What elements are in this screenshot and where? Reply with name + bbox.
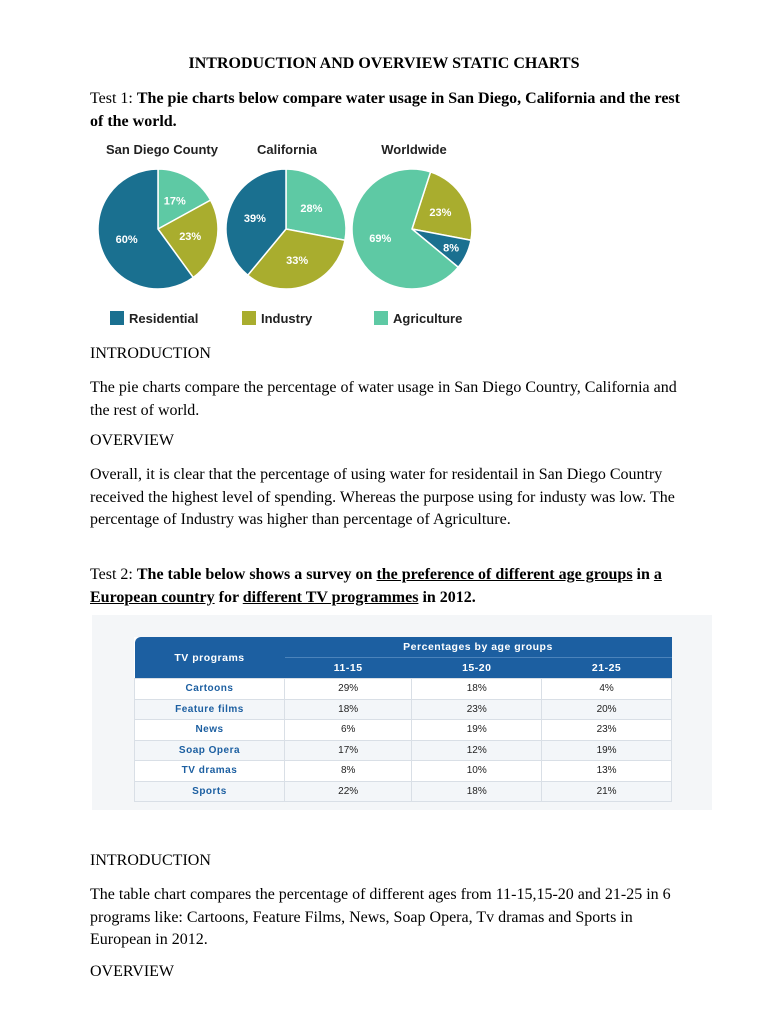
row-value: 17% xyxy=(285,740,412,761)
row-value: 21% xyxy=(542,781,672,802)
row-value: 22% xyxy=(285,781,412,802)
table-row xyxy=(135,761,672,782)
pie-title-california: California xyxy=(257,142,317,157)
row-value: 23% xyxy=(412,699,542,720)
row-value: 20% xyxy=(542,699,672,720)
pie-slice-label: 33% xyxy=(286,255,309,268)
table-row xyxy=(135,720,672,741)
row-value: 6% xyxy=(285,720,412,741)
row-value: 19% xyxy=(542,740,672,761)
test1-prefix: Test 1: xyxy=(90,90,137,107)
row-program: Feature films xyxy=(135,699,285,720)
row-value: 18% xyxy=(412,679,542,700)
overview-heading-2: OVERVIEW xyxy=(90,963,175,980)
pie-slice-label: 60% xyxy=(115,234,138,247)
row-program: Cartoons xyxy=(135,679,285,700)
table-col-11-15: 11-15 xyxy=(285,658,412,679)
row-value: 12% xyxy=(412,740,542,761)
pie-slice-label: 39% xyxy=(243,212,266,225)
test2-prefix: Test 2: xyxy=(90,566,137,583)
table-header-programs: TV programs xyxy=(135,637,285,679)
row-program: News xyxy=(135,720,285,741)
table-row xyxy=(135,679,672,700)
test2-part7: in 2012. xyxy=(418,588,476,606)
row-value: 4% xyxy=(542,679,672,700)
test2-part2: the preference of different age groups xyxy=(376,566,633,583)
test2-part6: different TV programmes xyxy=(242,588,419,606)
row-value: 29% xyxy=(285,679,412,700)
row-value: 10% xyxy=(412,761,542,782)
pie-title-san-diego: San Diego County xyxy=(106,142,218,157)
test2-part4: a European country xyxy=(90,566,662,606)
legend-swatch-agriculture xyxy=(374,311,388,325)
row-program: TV dramas xyxy=(135,761,285,782)
row-value: 8% xyxy=(285,761,412,782)
table-col-21-25: 21-25 xyxy=(542,658,672,679)
row-value: 18% xyxy=(412,781,542,802)
legend-label-industry: Industry xyxy=(261,310,313,326)
table-row xyxy=(135,699,672,720)
intro-heading-1: INTRODUCTION xyxy=(90,345,211,362)
row-value: 18% xyxy=(285,699,412,720)
intro-heading-2: INTRODUCTION xyxy=(90,852,211,869)
row-program: Soap Opera xyxy=(135,740,285,761)
tv-programs-table xyxy=(134,637,672,802)
row-program: Sports xyxy=(135,781,285,802)
overview-text-1: Overall, it is clear that the percentage of using water for residentail in San Diego Country received the highest level of spending. Whereas the purpose using for industy was low. The percentage of Industry was higher than percentage of Agriculture. xyxy=(90,466,675,528)
overview-heading-1: OVERVIEW xyxy=(90,432,175,449)
table-row xyxy=(135,740,672,761)
legend-swatch-residential xyxy=(110,311,124,325)
pie-charts xyxy=(90,138,490,338)
pie-svg xyxy=(90,160,490,320)
pie-title-worldwide: Worldwide xyxy=(381,142,447,157)
test2-part5: for xyxy=(214,588,243,606)
test2-part1: The table below shows a survey on xyxy=(136,566,377,583)
legend-swatch-industry xyxy=(242,311,256,325)
pie-slice-label: 28% xyxy=(300,202,323,215)
legend-label-residential: Residential xyxy=(129,310,199,326)
row-value: 19% xyxy=(412,720,542,741)
pie-slice-label: 69% xyxy=(369,233,392,246)
pie-slice-label: 23% xyxy=(429,207,452,220)
pie-slice-label: 17% xyxy=(163,195,186,208)
legend-industry xyxy=(242,309,312,327)
tv-table-image xyxy=(92,615,712,810)
table-col-15-20: 15-20 xyxy=(412,658,542,679)
row-value: 13% xyxy=(542,761,672,782)
test2-part3: in xyxy=(632,566,654,583)
test1-prompt xyxy=(90,88,680,133)
table-header-group: Percentages by age groups xyxy=(285,637,672,658)
row-value: 23% xyxy=(542,720,672,741)
legend-label-agriculture: Agriculture xyxy=(393,310,463,326)
legend-residential xyxy=(110,309,198,327)
test2-prompt xyxy=(90,564,680,609)
pie-slice-label: 23% xyxy=(179,231,202,244)
legend-agriculture xyxy=(374,309,462,327)
intro-text-2: The table chart compares the percentage of different ages from 11-15,15-20 and 21-25 in 6 programs like: Cartoons, Feature Films, News, Soap Opera, Tv dramas and Sports in European in 2012. xyxy=(90,886,671,948)
document-title: INTRODUCTION AND OVERVIEW STATIC CHARTS xyxy=(188,55,580,72)
test1-question: The pie charts below compare water usage in San Diego, California and the rest of the world. xyxy=(90,90,680,130)
pie-slice-label: 8% xyxy=(443,242,460,255)
table-row xyxy=(135,781,672,802)
intro-text-1: The pie charts compare the percentage of water usage in San Diego Country, California and the rest of world. xyxy=(90,379,677,419)
